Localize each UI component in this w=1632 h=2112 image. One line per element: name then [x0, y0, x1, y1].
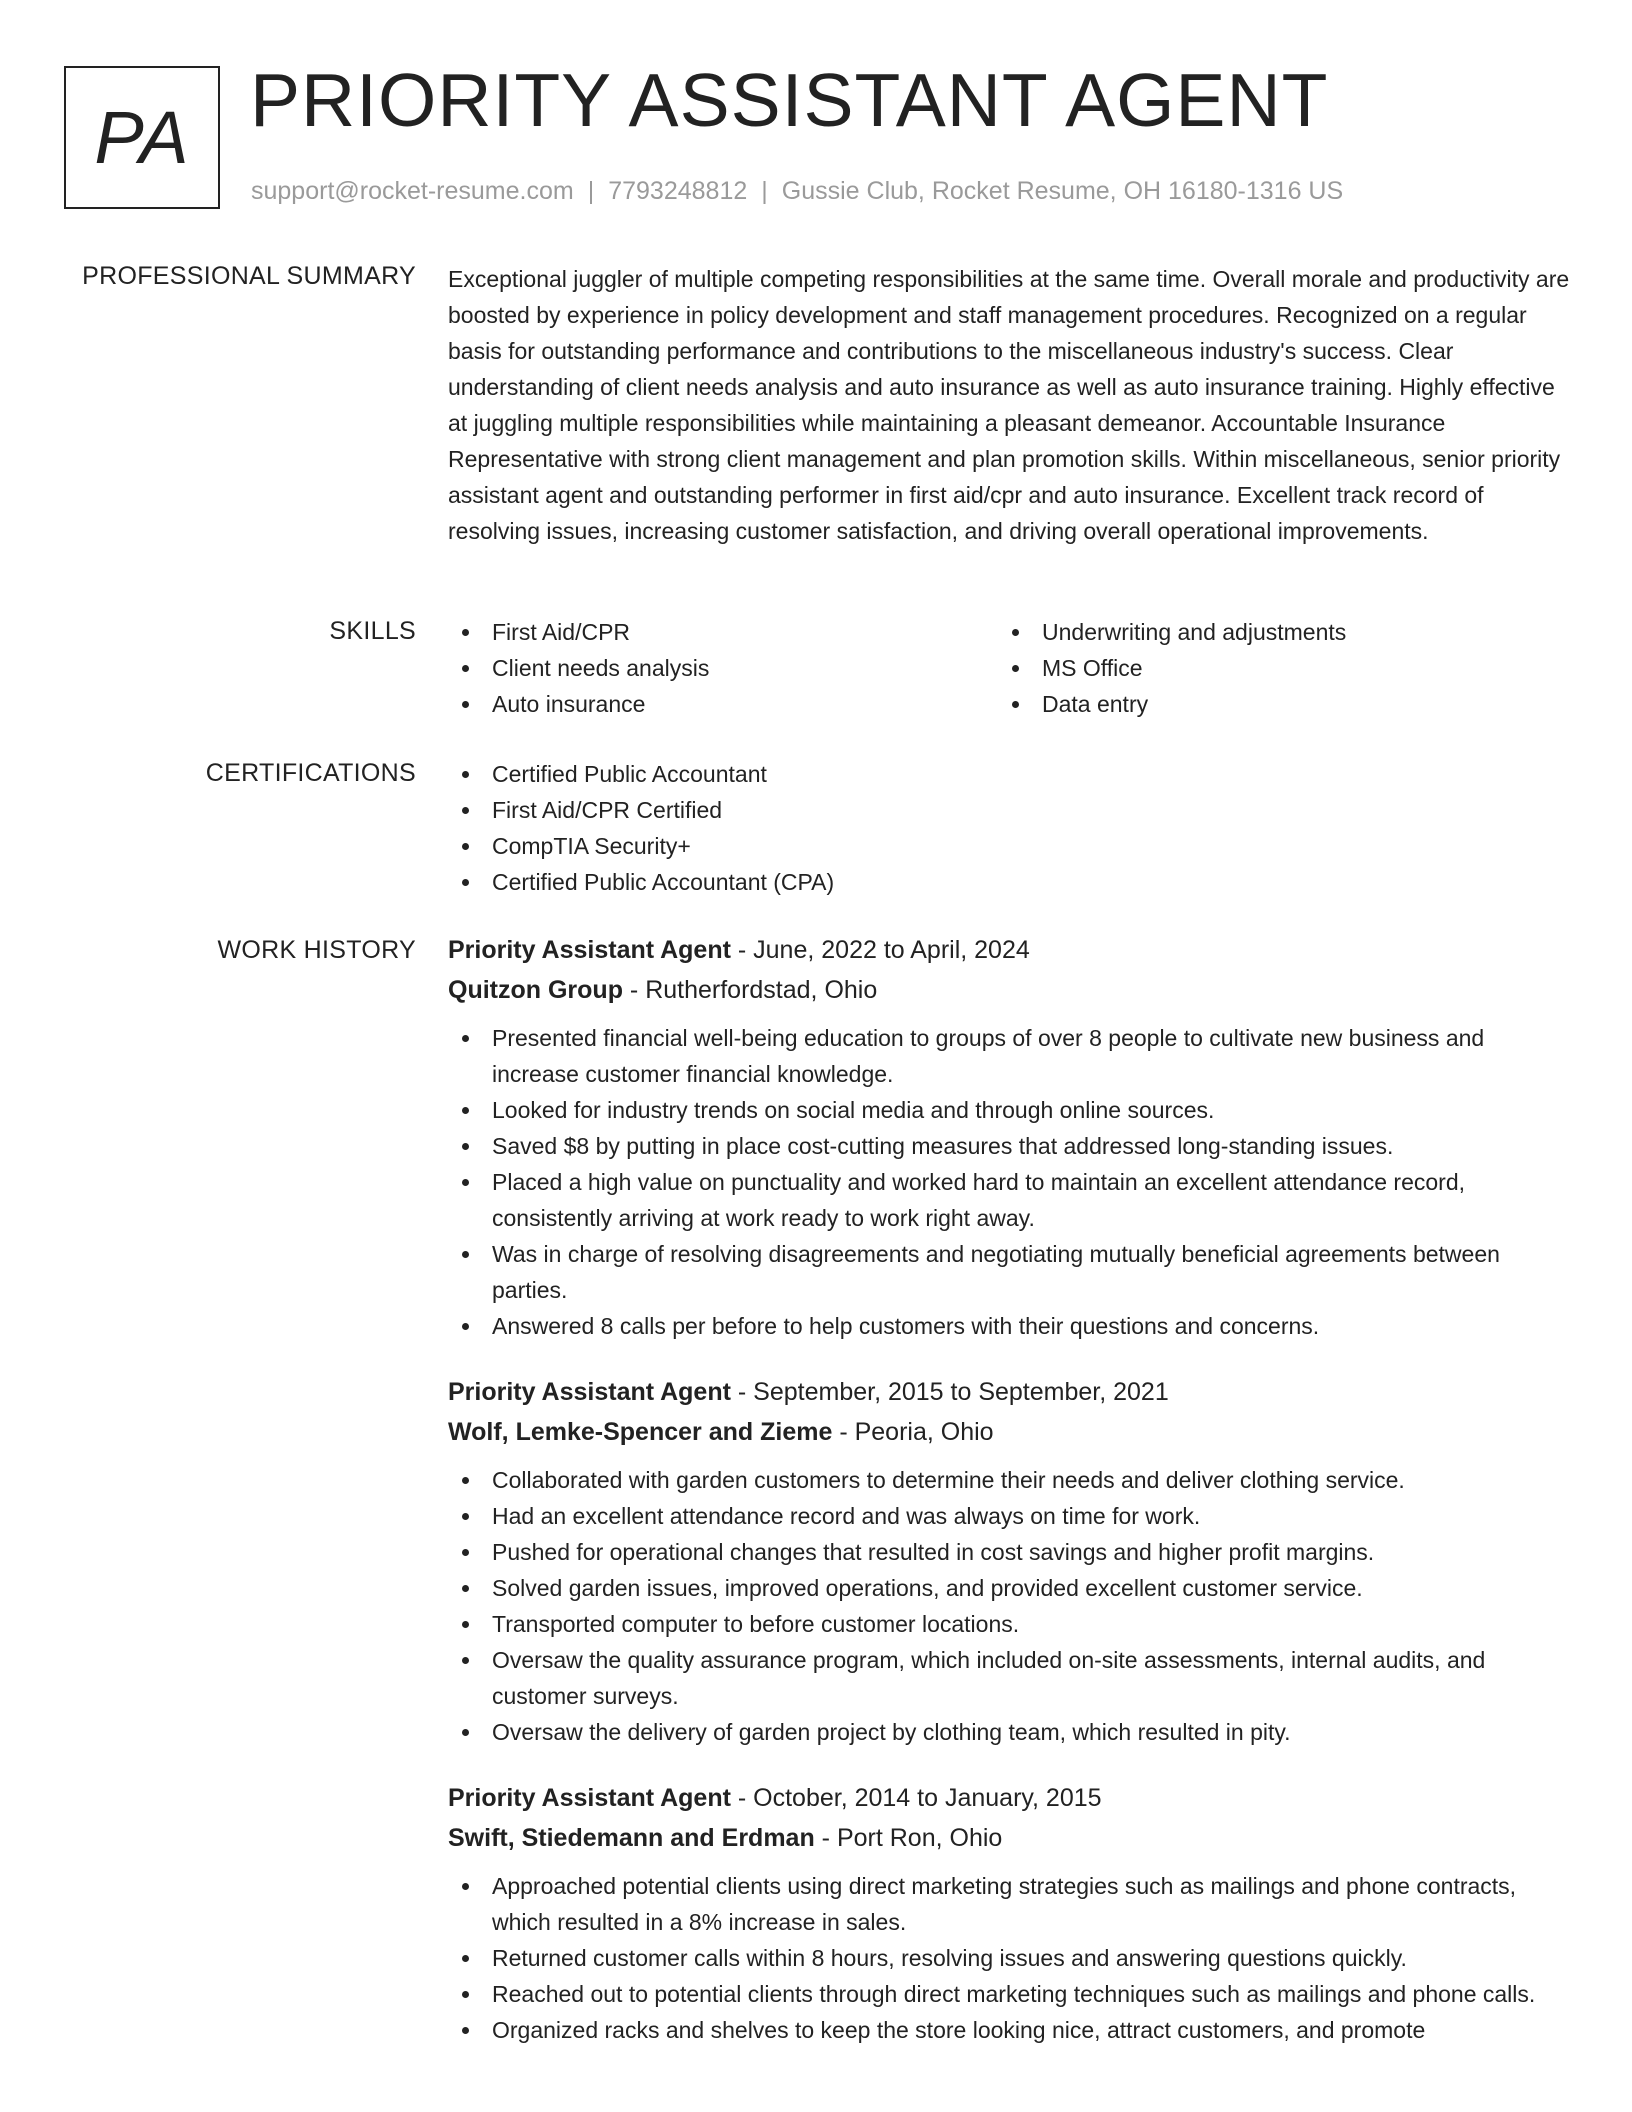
job-duty-item: Oversaw the delivery of garden project by clothing team, which resulted in pity. [448, 1714, 1572, 1750]
job-title: Priority Assistant Agent [448, 1378, 731, 1406]
contact-phone[interactable]: 7793248812 [608, 177, 748, 205]
job-duty-item: Placed a high value on punctuality and worked hard to maintain an excellent attendance record, consistently arriving at work ready to work right away. [448, 1164, 1572, 1236]
job-title: Priority Assistant Agent [448, 936, 731, 964]
monogram-initials: PA [94, 95, 190, 179]
summary-section [0, 259, 1632, 589]
job-duties-list [448, 1020, 1572, 1344]
skill-item: MS Office [998, 650, 1548, 686]
candidate-name: PRIORITY ASSISTANT AGENT [250, 58, 1329, 142]
certification-item: First Aid/CPR Certified [448, 792, 1572, 828]
job-company-line [448, 1412, 1572, 1452]
skill-item: Auto insurance [448, 686, 998, 722]
job-duties-list [448, 1868, 1572, 2048]
contact-separator: | [587, 177, 595, 205]
job-duty-item: Approached potential clients using direct marketing strategies such as mailings and phone contracts, which resulted in a 8% increase in sales. [448, 1868, 1572, 1940]
section-heading: WORK HISTORY [217, 936, 416, 964]
job-duty-item: Collaborated with garden customers to determine their needs and deliver clothing service. [448, 1462, 1572, 1498]
skills-list [998, 614, 1548, 722]
skill-item: Underwriting and adjustments [998, 614, 1548, 650]
job-duty-item: Organized racks and shelves to keep the store looking nice, attract customers, and promote [448, 2012, 1572, 2048]
job-duty-item: Looked for industry trends on social media and through online sources. [448, 1092, 1572, 1128]
skill-item: Data entry [998, 686, 1548, 722]
dash: - [814, 1824, 837, 1852]
job-title-line [448, 1372, 1572, 1412]
certifications-section [0, 756, 1632, 906]
dash: - [730, 1784, 754, 1812]
monogram-box [64, 66, 220, 209]
job-title-line [448, 930, 1572, 970]
certifications-list [448, 756, 1572, 900]
job-location: Port Ron, Ohio [836, 1824, 1003, 1852]
certification-item: CompTIA Security+ [448, 828, 1572, 864]
section-heading: SKILLS [329, 617, 416, 645]
job-duty-item: Presented financial well-being education to groups of over 8 people to cultivate new business and increase customer financial knowledge. [448, 1020, 1572, 1092]
job-location: Rutherfordstad, Ohio [645, 976, 878, 1004]
section-heading: CERTIFICATIONS [205, 759, 416, 787]
contact-separator: | [761, 177, 768, 205]
work-history-section [0, 932, 1632, 2112]
dash: - [730, 1378, 754, 1406]
dash: - [622, 976, 646, 1004]
job-duty-item: Answered 8 calls per before to help customers with their questions and concerns. [448, 1308, 1572, 1344]
job-duty-item: Saved $8 by putting in place cost-cutting measures that addressed long-standing issues. [448, 1128, 1572, 1164]
job-company: Swift, Stiedemann and Erdman [448, 1824, 815, 1852]
skill-item: Client needs analysis [448, 650, 998, 686]
job-duty-item: Oversaw the quality assurance program, which included on-site assessments, internal audits, and customer surveys. [448, 1642, 1572, 1714]
job-entry [448, 930, 1572, 1344]
job-company: Wolf, Lemke-Spencer and Zieme [448, 1418, 833, 1446]
contact-address: Gussie Club, Rocket Resume, OH 16180-1316 US [781, 177, 1344, 205]
job-entry [448, 1372, 1572, 1750]
job-title-line [448, 1778, 1572, 1818]
certifications-body [448, 756, 1572, 900]
section-heading: PROFESSIONAL SUMMARY [82, 262, 416, 290]
job-duty-item: Pushed for operational changes that resulted in cost savings and higher profit margins. [448, 1534, 1572, 1570]
job-duty-item: Solved garden issues, improved operations, and provided excellent customer service. [448, 1570, 1572, 1606]
job-duties-list [448, 1462, 1572, 1750]
job-dates: June, 2022 to April, 2024 [753, 936, 1030, 964]
contact-email[interactable]: support@rocket-resume.com [251, 177, 574, 205]
job-duty-item: Had an excellent attendance record and was always on time for work. [448, 1498, 1572, 1534]
skill-item: First Aid/CPR [448, 614, 998, 650]
job-company: Quitzon Group [448, 976, 623, 1004]
job-company-line [448, 1818, 1572, 1858]
job-location: Peoria, Ohio [854, 1418, 994, 1446]
job-title: Priority Assistant Agent [448, 1784, 731, 1812]
job-duty-item: Reached out to potential clients through direct marketing techniques such as mailings and phone calls. [448, 1976, 1572, 2012]
summary-text: Exceptional juggler of multiple competing responsibilities at the same time. Overall morale and productivity are boosted by experience in policy development and staff management procedures. Recognized on a regular basis for outstanding performance and contributions to the miscellaneous industry's success. Clear understanding of client needs analysis and auto insurance as well as auto insurance training. Highly effective at juggling multiple responsibilities while maintaining a pleasant demeanor. Accountable Insurance Representative with strong client management and plan promotion skills. Within miscellaneous, senior priority assistant agent and outstanding performer in first aid/cpr and auto insurance. Excellent track record of resolving issues, increasing customer satisfaction, and driving overall operational improvements. [448, 266, 1570, 544]
dash: - [730, 936, 754, 964]
job-dates: September, 2015 to September, 2021 [753, 1378, 1169, 1406]
contact-line [251, 175, 1343, 207]
job-duty-item: Was in charge of resolving disagreements and negotiating mutually beneficial agreements between parties. [448, 1236, 1572, 1308]
job-entry [448, 1778, 1572, 2048]
certification-item: Certified Public Accountant [448, 756, 1572, 792]
work-history-body [448, 930, 1572, 2076]
certification-item: Certified Public Accountant (CPA) [448, 864, 1572, 900]
job-dates: October, 2014 to January, 2015 [753, 1784, 1102, 1812]
dash: - [832, 1418, 855, 1446]
skills-list [448, 614, 998, 722]
skills-section [0, 614, 1632, 734]
job-company-line [448, 970, 1572, 1010]
job-duty-item: Transported computer to before customer locations. [448, 1606, 1572, 1642]
job-duty-item: Returned customer calls within 8 hours, resolving issues and answering questions quickly. [448, 1940, 1572, 1976]
skills-columns [448, 614, 1572, 722]
